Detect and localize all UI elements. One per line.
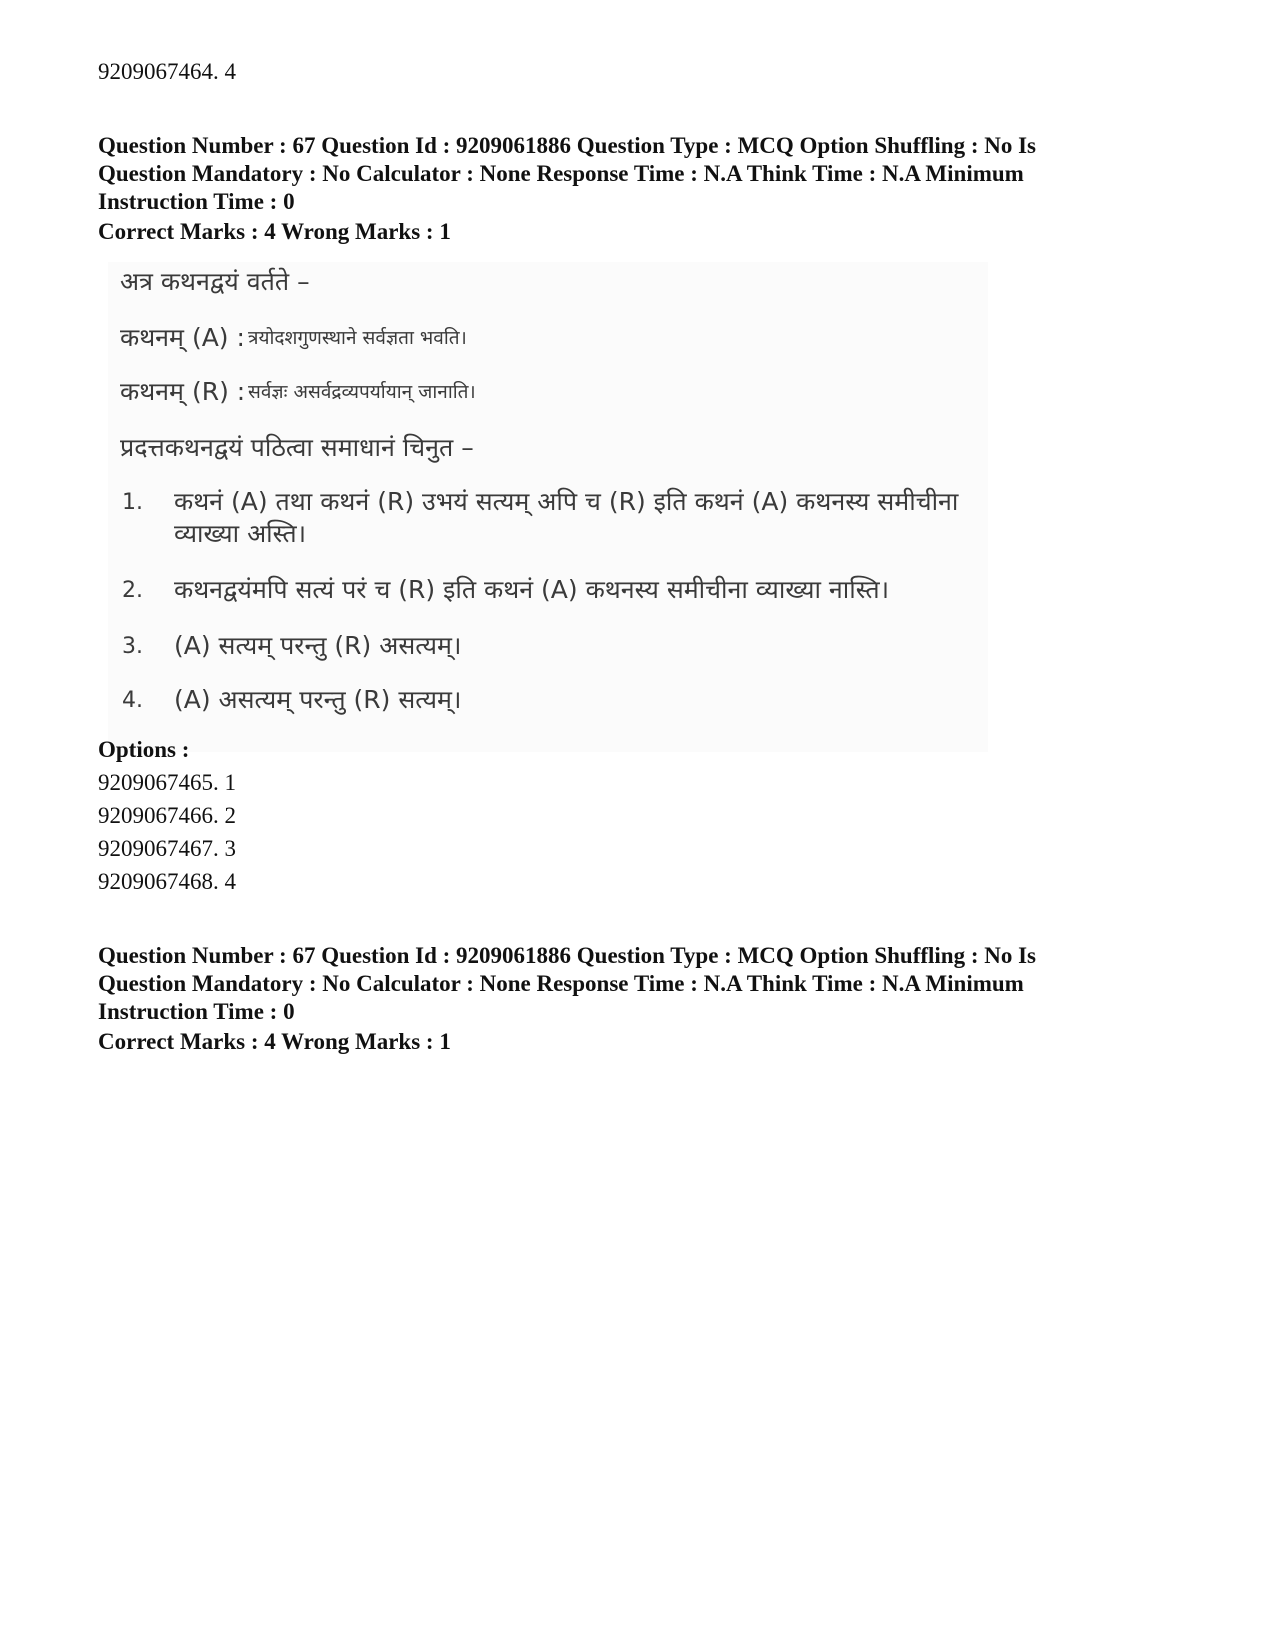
choice-number-1: 1.	[122, 490, 143, 515]
marks-line-2: Correct Marks : 4 Wrong Marks : 1	[98, 1029, 451, 1054]
question-meta-line-3: Instruction Time : 0	[98, 999, 295, 1024]
question-prompt: प्रदत्तकथनद्वयं पठित्वा समाधानं चिनुत –	[120, 433, 474, 462]
question-meta-1	[98, 132, 1158, 216]
choice-2-line-1: कथनद्वयंमपि सत्यं परं च (R) इति कथनं (A) कथनस्य समीचीना व्याख्या नास्ति।	[174, 575, 890, 604]
choice-number-2: 2.	[122, 578, 143, 603]
choice-4-line-1: (A) असत्यम् परन्तु (R) सत्यम्।	[174, 685, 462, 714]
question-meta-line-3: Instruction Time : 0	[98, 189, 295, 214]
choice-number-3: 3.	[122, 634, 143, 659]
choice-1-line-1: कथनं (A) तथा कथनं (R) उभयं सत्यम् अपि च (R) इति कथनं (A) कथनस्य समीचीना	[174, 487, 959, 516]
choice-1-line-2: व्याख्या अस्ति।	[174, 519, 307, 548]
marks-line-1: Correct Marks : 4 Wrong Marks : 1	[98, 219, 451, 244]
question-meta-line-2: Question Mandatory : No Calculator : None Response Time : N.A Think Time : N.A Minimum	[98, 161, 1024, 186]
question-intro: अत्र कथनद्वयं वर्तते –	[120, 267, 310, 296]
statement-r-label: कथनम् (R) :	[120, 377, 246, 406]
option-3: 9209067467. 3	[98, 836, 236, 861]
question-meta-2	[98, 942, 1158, 1026]
choice-3-line-1: (A) सत्यम् परन्तु (R) असत्यम्।	[174, 631, 462, 660]
question-meta-line-2: Question Mandatory : No Calculator : None Response Time : N.A Think Time : N.A Minimum	[98, 971, 1024, 996]
option-2: 9209067466. 2	[98, 803, 236, 828]
previous-option-text: 9209067464. 4	[98, 59, 236, 84]
options-label: Options :	[98, 737, 190, 762]
statement-a-text: त्रयोदशगुणस्थाने सर्वज्ञता भवति।	[248, 327, 467, 349]
question-image	[108, 262, 988, 752]
statement-r-text: सर्वज्ञः असर्वद्रव्यपर्यायान् जानाति।	[248, 381, 476, 403]
question-meta-line-1: Question Number : 67 Question Id : 9209061886 Question Type : MCQ Option Shuffling : No Is	[98, 943, 1037, 968]
option-1: 9209067465. 1	[98, 770, 236, 795]
statement-a-label: कथनम् (A) :	[120, 323, 245, 352]
choice-number-4: 4.	[122, 688, 143, 713]
option-4: 9209067468. 4	[98, 869, 236, 894]
question-meta-line-1: Question Number : 67 Question Id : 9209061886 Question Type : MCQ Option Shuffling : No Is	[98, 133, 1037, 158]
